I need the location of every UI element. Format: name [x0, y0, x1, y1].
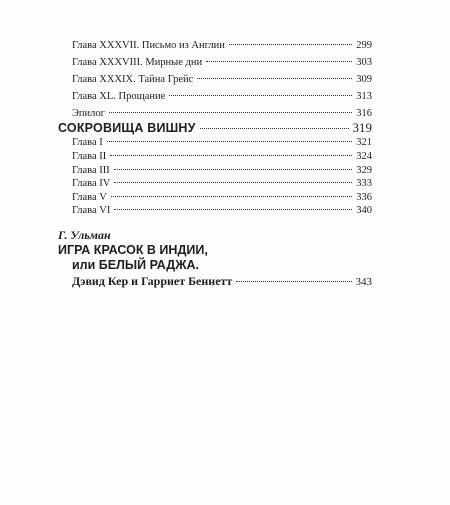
toc-entry-page: 316 [356, 108, 372, 119]
leader-dots [107, 141, 352, 142]
toc-entry [72, 107, 372, 121]
toc-entry-page: 321 [356, 137, 372, 148]
toc-entry-page: 303 [356, 57, 372, 68]
toc-entry-label: Глава III [72, 165, 110, 176]
toc-entry [72, 39, 372, 53]
toc-entry [72, 177, 372, 191]
toc-entry [72, 56, 372, 70]
work-title-line2: или БЕЛЫЙ РАДЖА. [72, 258, 200, 272]
section-title: СОКРОВИЩА ВИШНУ [58, 121, 196, 135]
toc-entry-page: 299 [356, 40, 372, 51]
toc-entry-label: Глава XL. Прощание [72, 91, 166, 102]
work-author: Г. Ульман [58, 228, 111, 242]
leader-dots [236, 281, 351, 282]
toc-entry-page: 336 [356, 192, 372, 203]
toc-entry-page: 313 [356, 91, 372, 102]
toc-entry-label: Глава XXXVIII. Мирные дни [72, 57, 203, 68]
leader-dots [206, 61, 352, 62]
leader-dots [110, 155, 352, 156]
toc-entry-page: 340 [356, 205, 372, 216]
toc-entry [72, 150, 372, 164]
toc-entry-label: Глава IV [72, 178, 111, 189]
toc-entry-page: 324 [356, 151, 372, 162]
toc-entry-label: Глава XXXIX. Тайна Грейс [72, 74, 194, 85]
toc-entry-label: Глава XXXVII. Письмо из Англии [72, 40, 225, 51]
leader-dots [169, 95, 352, 96]
toc-entry-label: Эпилог [72, 108, 105, 119]
work-page: 343 [355, 276, 372, 288]
toc-entry-page: 309 [356, 74, 372, 85]
toc-entry-label: Глава VI [72, 205, 111, 216]
toc-entry [72, 204, 372, 218]
leader-dots [109, 112, 352, 113]
toc-entry [72, 73, 372, 87]
toc-entry [72, 191, 372, 205]
leader-dots [197, 78, 352, 79]
toc-entry-label: Глава I [72, 137, 103, 148]
section-page: 319 [352, 120, 372, 135]
toc-entry [72, 164, 372, 178]
toc-entry [72, 90, 372, 104]
section-entry [58, 120, 372, 136]
toc-entry-page: 329 [356, 165, 372, 176]
leader-dots [111, 196, 352, 197]
toc-entry-label: Глава II [72, 151, 107, 162]
leader-dots [114, 209, 352, 210]
toc-entry [72, 136, 372, 150]
toc-entry-label: Глава V [72, 192, 107, 203]
work-subtitle: Дэвид Кер и Гарриет Беннетт [72, 274, 233, 288]
leader-dots [229, 44, 352, 45]
leader-dots [200, 128, 349, 129]
leader-dots [114, 182, 352, 183]
work-entry [72, 274, 372, 288]
leader-dots [114, 169, 352, 170]
work-title-line1: ИГРА КРАСОК В ИНДИИ, [58, 243, 208, 257]
toc-entry-page: 333 [356, 178, 372, 189]
